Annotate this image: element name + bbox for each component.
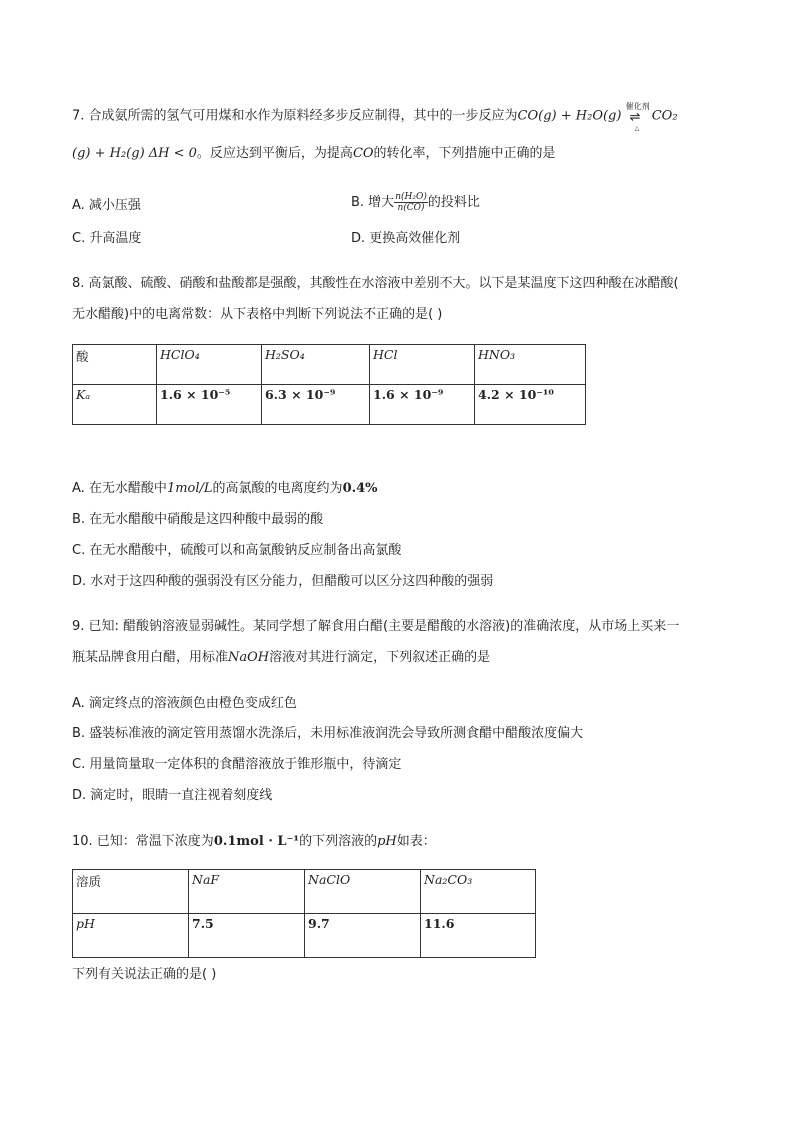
q8-option-a-value: 1mol/L (166, 481, 213, 496)
q7-catalyst-label: 催化剂 (625, 102, 650, 111)
table-cell: HNO₃ (475, 345, 586, 385)
q7-text3: 的转化率，下列措施中正确的是 (373, 146, 556, 161)
q9-stem-line2 (72, 648, 490, 668)
fraction-denominator: n(CO) (397, 203, 425, 213)
q10-text1: 10. 已知：常温下浓度为 (72, 834, 214, 849)
q9-option-c[interactable]: C. 用量筒量取一定体积的食醋溶液放于锥形瓶中，待滴定 (72, 757, 402, 772)
q8-stem-line2: 无水醋酸)中的电离常数：从下表格中判断下列说法不正确的是( ) (72, 307, 443, 322)
q7-option-b-prefix: B. 增大 (351, 195, 395, 210)
table-cell: HClO₄ (157, 345, 262, 385)
q8-option-a-mid: 的高氯酸的电离度约为 (212, 481, 343, 496)
q7-co: CO (352, 146, 374, 161)
q7-option-a[interactable]: A. 减小压强 (72, 198, 141, 213)
table-cell: NaClO (305, 870, 421, 914)
q10-concentration: 0.1mol · L⁻¹ (213, 834, 300, 849)
table-cell: 1.6 × 10⁻⁵ (157, 385, 262, 425)
q8-option-c[interactable]: C. 在无水醋酸中，硫酸可以和高氯酸钠反应制备出高氯酸 (72, 543, 402, 558)
table-cell: 6.3 × 10⁻⁹ (262, 385, 370, 425)
q7-option-b[interactable] (351, 192, 480, 213)
fraction-numerator: n(H₂O) (395, 192, 427, 202)
q8-option-a-prefix: A. 在无水醋酸中 (72, 481, 167, 496)
table-cell: 1.6 × 10⁻⁹ (370, 385, 475, 425)
q9-naoh: NaOH (228, 650, 270, 665)
equilibrium-arrow-icon: 催化剂 ⇌ △ (626, 106, 648, 126)
q8-ka-table (72, 344, 586, 425)
q7-option-d[interactable]: D. 更换高效催化剂 (351, 231, 461, 246)
table-row (73, 870, 536, 914)
table-cell: 11.6 (421, 914, 536, 958)
table-row (73, 385, 586, 425)
q7-option-b-fraction (394, 192, 428, 213)
table-cell: NaF (189, 870, 305, 914)
q8-option-a-percent: 0.4% (342, 481, 378, 496)
q9-stem-line1: 9. 已知: 醋酸钠溶液显弱碱性。某同学想了解食用白醋(主要是醋酸的水溶液)的准确浓度，从市场上买来一 (72, 619, 680, 634)
q10-text2: 的下列溶液的 (299, 834, 378, 849)
table-cell: pH (73, 914, 189, 958)
q9-option-d[interactable]: D. 滴定时，眼睛一直注视着刻度线 (72, 788, 273, 803)
q10-text3: 如表： (396, 834, 436, 849)
q8-stem-line1: 8. 高氯酸、硫酸、硝酸和盐酸都是强酸，其酸性在水溶液中差别不大。以下是某温度下这四种酸在冰醋酸( (72, 276, 679, 291)
table-row (73, 914, 536, 958)
q9-option-a[interactable]: A. 滴定终点的溶液颜色由橙色变成红色 (72, 696, 297, 711)
q9-option-b[interactable]: B. 盛装标准液的滴定管用蒸馏水洗涤后，未用标准液润洗会导致所测食醋中醋酸浓度偏大 (72, 726, 584, 741)
q7-text2: 。反应达到平衡后，为提高 (196, 146, 353, 161)
table-cell: 7.5 (189, 914, 305, 958)
q7-stem-line2 (72, 144, 556, 164)
q9-text2: 溶液对其进行滴定，下列叙述正确的是 (269, 650, 491, 665)
table-row (73, 345, 586, 385)
table-cell: 4.2 × 10⁻¹⁰ (475, 385, 586, 425)
q7-text1: 7. 合成氨所需的氢气可用煤和水作为原料经多步反应制得，其中的一步反应为 (72, 108, 518, 124)
q7-equation-lhs: CO(g) + H₂O(g) (517, 108, 622, 124)
q7-stem-line1 (72, 102, 678, 132)
q10-ph: pH (377, 834, 397, 849)
q8-option-d[interactable]: D. 水对于这四种酸的强弱没有区分能力，但醋酸可以区分这四种酸的强弱 (72, 574, 494, 589)
table-cell: Kₐ (73, 385, 157, 425)
table-cell: H₂SO₄ (262, 345, 370, 385)
q7-option-b-suffix: 的投料比 (427, 195, 480, 210)
q9-text1: 瓶某品牌食用白醋，用标准 (72, 650, 229, 665)
q10-followup: 下列有关说法正确的是( ) (72, 967, 217, 982)
table-cell: HCl (370, 345, 475, 385)
q10-ph-table (72, 869, 536, 958)
table-cell: 9.7 (305, 914, 421, 958)
q7-equation-rhs: CO₂ (651, 108, 678, 124)
q7-equation-tail: (g) + H₂(g) ΔH < 0 (72, 146, 197, 161)
q10-stem (72, 832, 436, 852)
q8-option-b[interactable]: B. 在无水醋酸中硝酸是这四种酸中最弱的酸 (72, 512, 324, 527)
table-cell: 酸 (73, 345, 157, 385)
table-cell: Na₂CO₃ (421, 870, 536, 914)
q7-option-c[interactable]: C. 升高温度 (72, 231, 142, 246)
table-cell: 溶质 (73, 870, 189, 914)
q8-option-a[interactable] (72, 479, 378, 499)
